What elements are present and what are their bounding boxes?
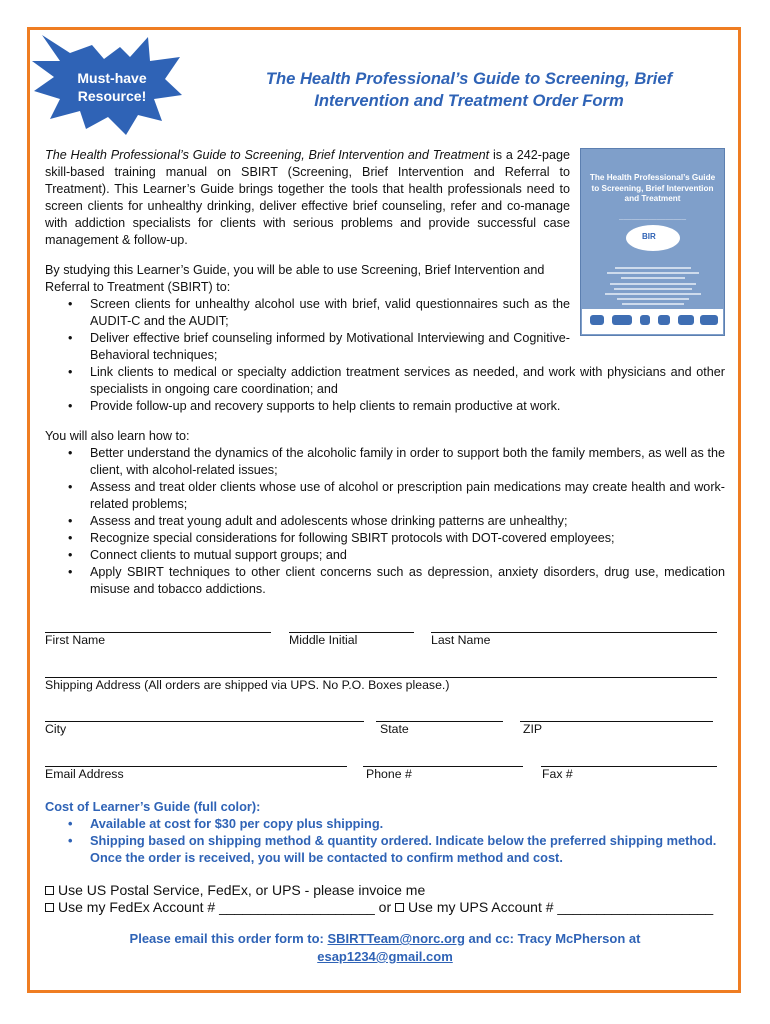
- title-line-1: The Health Professional’s Guide to Screening, Brief: [265, 69, 673, 88]
- section2-list: [45, 445, 725, 598]
- middle-initial-label: Middle Initial: [289, 633, 358, 647]
- section2-item: • Better understand the dynamics of the alcoholic family in order to support both the family members, as well as the client, with alcohol-related issues;: [45, 445, 725, 479]
- shipping-address-label: Shipping Address (All orders are shipped via UPS. No P.O. Boxes please.): [45, 678, 450, 692]
- zip-field[interactable]: [520, 721, 713, 722]
- section2-lead: You will also learn how to:: [45, 429, 190, 443]
- email-prefix: Please email this order form to:: [129, 931, 328, 946]
- badge-line1: Must-have: [77, 70, 147, 86]
- section2-item: • Apply SBIRT techniques to other client concerns such as depression, anxiety disorders, drug use, medication misuse and tobacco addictions.: [45, 564, 725, 598]
- book-cover-logo-text: BIR: [642, 232, 656, 241]
- page-title: [225, 68, 713, 112]
- cost-heading: Cost of Learner’s Guide (full color):: [45, 799, 261, 814]
- intro-paragraph: [45, 147, 570, 249]
- cost-section: [45, 798, 725, 866]
- intro-italic-title: The Health Professional’s Guide to Screening, Brief Intervention and Treatment: [45, 148, 490, 162]
- state-label: State: [380, 722, 409, 736]
- email-link-esap[interactable]: esap1234@gmail.com: [317, 949, 453, 964]
- section1-list: [45, 296, 570, 364]
- section1-item: • Provide follow-up and recovery supports to help clients to remain productive at work.: [45, 398, 725, 415]
- title-line-2: Intervention and Treatment Order Form: [314, 91, 624, 110]
- cost-item: • Available at cost for $30 per copy plus shipping.: [45, 815, 725, 832]
- book-cover-partner-logos: [582, 309, 723, 334]
- fax-label: Fax #: [542, 767, 573, 781]
- cost-item: • Shipping based on shipping method & quantity ordered. Indicate below the preferred shipping method. Once the order is received, you will be contacted to confirm method and cost.: [45, 832, 725, 866]
- email-middle: and cc: Tracy McPherson at: [464, 931, 641, 946]
- ups-account-label: Use my UPS Account # ____________________: [408, 899, 714, 915]
- must-have-badge: [30, 33, 185, 138]
- section1-list-wide: [45, 364, 725, 415]
- intro-text: is a 242-page skill-based training manual on SBIRT (Screening, Brief Intervention and Referral to Treatment). This Learner’s Guide brings together the tools that health professionals need to screen clients for unhealthy drinking, deliver effective brief counseling, refer and co-manage with addiction specialists for clients with serious problems and provide successful case management & follow-up.: [45, 148, 570, 247]
- first-name-label: First Name: [45, 633, 106, 647]
- email-link-sbirt[interactable]: SBIRTTeam@norc.org: [327, 931, 465, 946]
- zip-label: ZIP: [523, 722, 543, 736]
- city-field[interactable]: [45, 721, 364, 722]
- section1-lead: By studying this Learner’s Guide, you will be able to use Screening, Brief Intervention and Referral to Treatment (SBIRT) to:: [45, 263, 545, 294]
- section2-item: • Recognize special considerations for following SBIRT protocols with DOT-covered employees;: [45, 530, 725, 547]
- city-label: City: [45, 722, 67, 736]
- email-address-label: Email Address: [45, 767, 124, 781]
- option-account: [45, 898, 713, 916]
- last-name-label: Last Name: [431, 633, 491, 647]
- option-invoice-label: Use US Postal Service, FedEx, or UPS - please invoice me: [58, 882, 426, 898]
- badge-line2: Resource!: [77, 88, 147, 104]
- fedex-account-checkbox[interactable]: [45, 903, 54, 912]
- book-cover-image: [580, 148, 725, 336]
- option-invoice: [45, 881, 425, 899]
- book-cover-subtitle-lines: ————————————————: [619, 217, 686, 222]
- email-instructions: [60, 930, 710, 966]
- cost-list: [45, 815, 725, 866]
- book-cover-title: The Health Professional’s Guide to Screening, Brief Intervention and Treatment: [589, 173, 716, 203]
- invoice-checkbox[interactable]: [45, 886, 54, 895]
- section1-item: • Deliver effective brief counseling informed by Motivational Interviewing and Cognitive-Behavioral techniques;: [45, 330, 570, 364]
- section1-item: • Link clients to medical or specialty addiction treatment services as needed, and work with physicians and other specialists in ongoing care coordination; and: [45, 364, 725, 398]
- fedex-account-label: Use my FedEx Account # ____________________ or: [58, 899, 396, 915]
- book-cover-logo: [626, 225, 680, 251]
- section2-item: • Assess and treat young adult and adolescents whose drinking patterns are unhealthy;: [45, 513, 725, 530]
- section2-item: • Assess and treat older clients whose use of alcohol or prescription pain medications may create health and work-related problems;: [45, 479, 725, 513]
- book-cover-author-lines: [599, 267, 707, 314]
- phone-label: Phone #: [366, 767, 412, 781]
- section1-item: • Screen clients for unhealthy alcohol use with brief, valid questionnaires such as the AUDIT-C and the AUDIT;: [45, 296, 570, 330]
- section2-item: • Connect clients to mutual support groups; and: [45, 547, 725, 564]
- ups-account-checkbox[interactable]: [395, 903, 404, 912]
